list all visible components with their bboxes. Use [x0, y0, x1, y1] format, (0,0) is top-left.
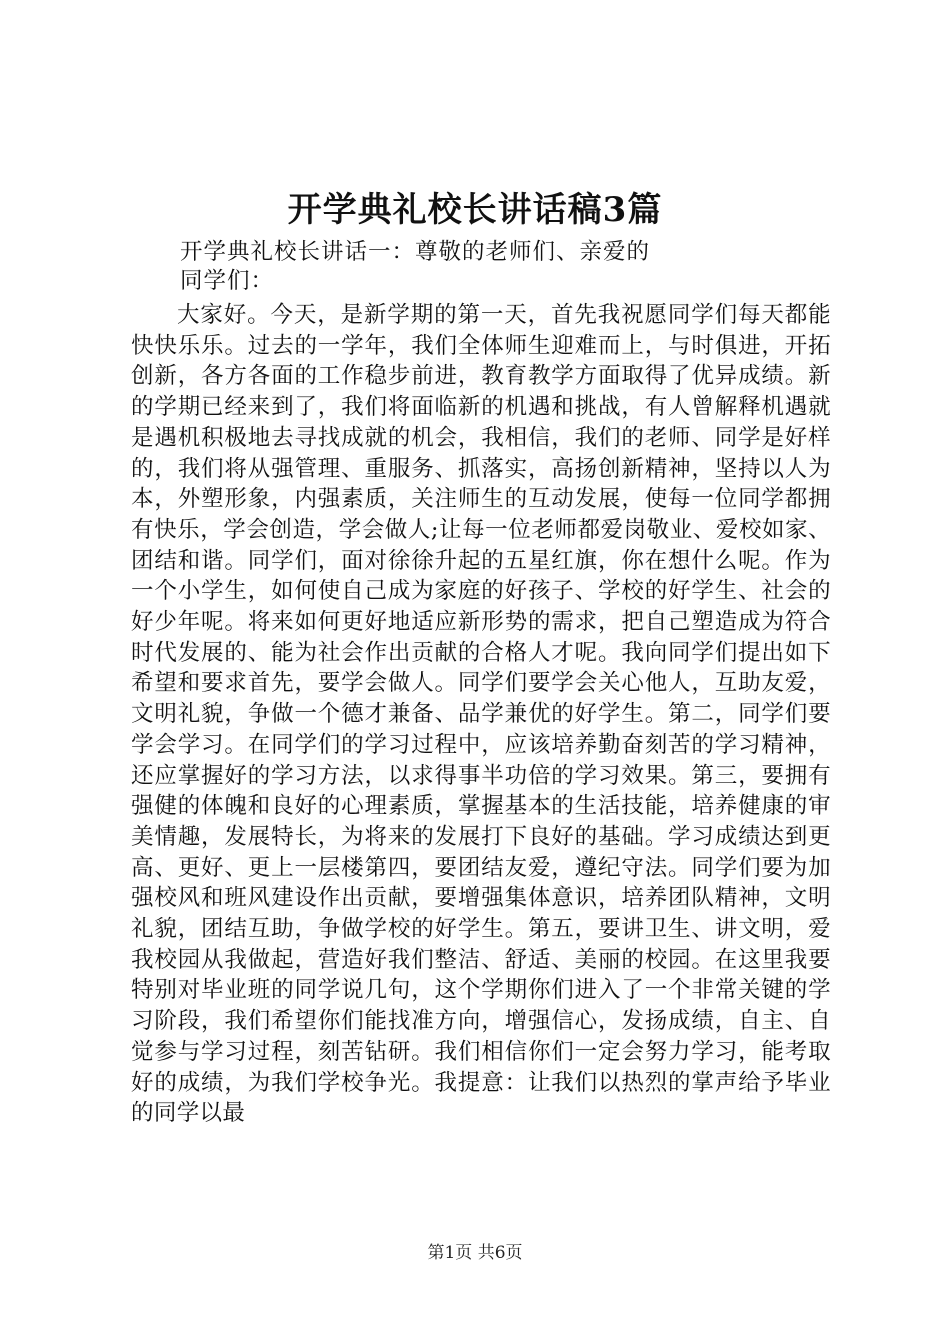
document-title: 开学典礼校长讲话稿3篇 — [287, 190, 663, 230]
page-number-footer: 第1页 共6页 — [427, 1243, 523, 1263]
intro-line-1: 开学典礼校长讲话一：尊敬的老师们、亲爱的 — [180, 239, 651, 265]
intro-block — [180, 238, 820, 296]
intro-line-2: 同学们： — [180, 268, 275, 294]
body-paragraph: 大家好。今天，是新学期的第一天，首先我祝愿同学们每天都能快快乐乐。过去的一学年，我们全体师生迎难而上，与时俱进，开拓创新，各方各面的工作稳步前进，教育教学方面取得了优异成绩。新的学期已经来到了，我们将面临新的机遇和挑战，有人曾解释机遇就是遇机积极地去寻找成就的机会，我相信，我们的老师、同学是好样的，我们将从强管理、重服务、抓落实，高扬创新精神，坚持以人为本，外塑形象，内强素质，关注师生的互动发展，使每一位同学都拥有快乐，学会创造，学会做人;让每一位老师都爱岗敬业、爱校如家、团结和谐。同学们，面对徐徐升起的五星红旗，你在想什么呢。作为一个小学生，如何使自己成为家庭的好孩子、学校的好学生、社会的好少年呢。将来如何更好地适应新形势的需求，把自己塑造成为符合时代发展的、能为社会作出贡献的合格人才呢。我向同学们提出如下希望和要求首先，要学会做人。同学们要学会关心他人，互助友爱，文明礼貌，争做一个德才兼备、品学兼优的好学生。第二，同学们要学会学习。在同学们的学习过程中，应该培养勤奋刻苦的学习精神，还应掌握好的学习方法，以求得事半功倍的学习效果。第三，要拥有强健的体魄和良好的心理素质，掌握基本的生活技能，培养健康的审美情趣，发展特长，为将来的发展打下良好的基础。学习成绩达到更高、更好、更上一层楼第四，要团结友爱，遵纪守法。同学们要为加强校风和班风建设作出贡献，要增强集体意识，培养团队精神，文明礼貌，团结互助，争做学校的好学生。第五，要讲卫生、讲文明，爱我校园从我做起，营造好我们整洁、舒适、美丽的校园。在这里我要特别对毕业班的同学说几句，这个学期你们进入了一个非常关键的学习阶段，我们希望你们能找准方向，增强信心，发扬成绩，自主、自觉参与学习过程，刻苦钻研。我们相信你们一定会努力学习，能考取好的成绩，为我们学校争光。我提意：让我们以热烈的掌声给予毕业的同学以最 — [131, 302, 831, 1127]
